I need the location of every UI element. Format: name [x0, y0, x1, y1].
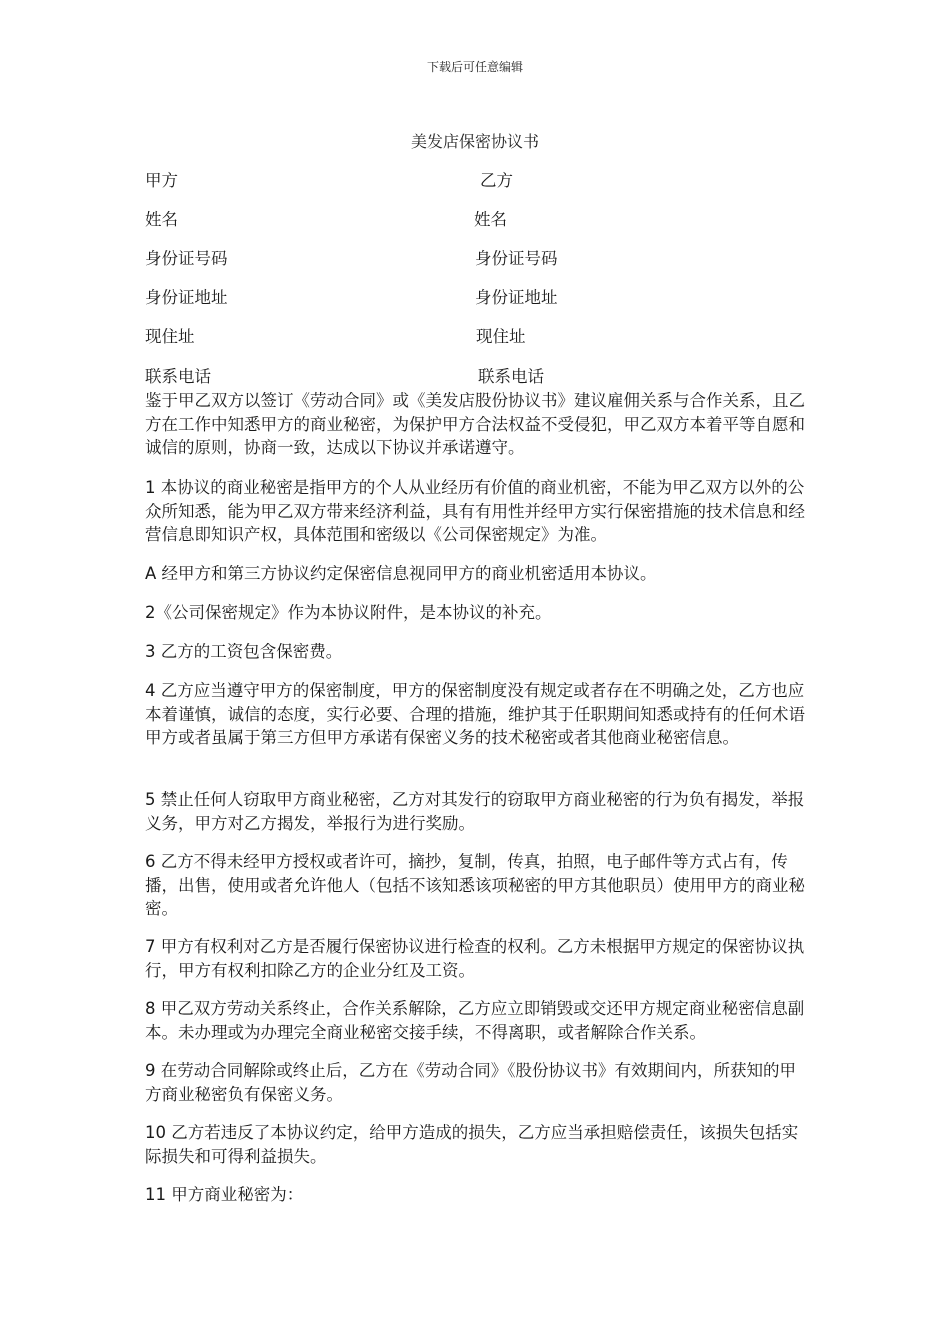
clause-11-paragraph: 11 甲方商业秘密为：: [145, 1185, 304, 1204]
party-a-name-label: 姓名: [145, 210, 178, 229]
clause-8-paragraph: 8 甲乙双方劳动关系终止，合作关系解除，乙方应立即销毁或交还甲方规定商业秘密信息副本。未办理或为办理完全商业秘密交接手续，不得离职，或者解除合作关系。: [145, 999, 805, 1042]
party-row-name: [0, 206, 950, 230]
party-row-id-number: [0, 245, 950, 269]
clause-1-paragraph: 1 本协议的商业秘密是指甲方的个人从业经历有价值的商业机密，不能为甲乙双方以外的公众所知悉，能为甲乙双方带来经济利益，具有有用性并经甲方实行保密措施的技术信息和经营信息即知识产权，具体范围和密级以《公司保密规定》为准。: [145, 478, 805, 544]
clause-a-paragraph: A 经甲方和第三方协议约定保密信息视同甲方的商业机密适用本协议。: [145, 564, 657, 583]
party-b-id-address-label: 身份证地址: [475, 288, 558, 307]
clause-2-paragraph: 2《公司保密规定》作为本协议附件，是本协议的补充。: [145, 603, 552, 622]
clause-7-paragraph: 7 甲方有权利对乙方是否履行保密协议进行检查的权利。乙方未根据甲方规定的保密协议执行，甲方有权利扣除乙方的企业分红及工资。: [145, 937, 805, 980]
clause-10-paragraph: 10 乙方若违反了本协议约定，给甲方造成的损失，乙方应当承担赔偿责任，该损失包括实际损失和可得利益损失。: [145, 1123, 799, 1166]
party-a-id-address-label: 身份证地址: [145, 288, 228, 307]
party-row-header: [0, 167, 950, 191]
party-row-id-address: [0, 284, 950, 308]
party-b-label: 乙方: [480, 171, 513, 190]
party-a-id-number-label: 身份证号码: [145, 249, 228, 268]
clause-4-paragraph: 4 乙方应当遵守甲方的保密制度，甲方的保密制度没有规定或者存在不明确之处，乙方也应本着谨慎，诚信的态度，实行必要、合理的措施，维护其于任职期间知悉或持有的任何术语甲方或者虽属于第三方但甲方承诺有保密义务的技术秘密或者其他商业秘密信息。: [145, 681, 805, 747]
party-b-name-label: 姓名: [474, 210, 507, 229]
party-b-id-number-label: 身份证号码: [475, 249, 558, 268]
party-row-current-address: [0, 323, 950, 347]
party-a-label: 甲方: [145, 171, 178, 190]
clause-6-paragraph: 6 乙方不得未经甲方授权或者许可，摘抄，复制，传真，拍照，电子邮件等方式占有，传播，出售，使用或者允许他人（包括不该知悉该项秘密的甲方其他职员）使用甲方的商业秘密。: [145, 852, 805, 918]
preamble-paragraph: 鉴于甲乙双方以签订《劳动合同》或《美发店股份协议书》建议雇佣关系与合作关系，且乙方在工作中知悉甲方的商业秘密，为保护甲方合法权益不受侵犯，甲乙双方本着平等自愿和诚信的原则，协商一致，达成以下协议并承诺遵守。: [145, 391, 805, 457]
party-row-phone: [0, 363, 950, 387]
party-b-phone-label: 联系电话: [478, 367, 544, 386]
party-a-current-address-label: 现住址: [145, 327, 195, 346]
header-note: 下载后可任意编辑: [426, 60, 523, 74]
document-title: 美发店保密协议书: [410, 132, 539, 151]
party-b-current-address-label: 现住址: [476, 327, 526, 346]
party-a-phone-label: 联系电话: [145, 367, 211, 386]
clause-9-paragraph: 9 在劳动合同解除或终止后，乙方在《劳动合同》《股份协议书》有效期间内，所获知的甲方商业秘密负有保密义务。: [145, 1061, 796, 1104]
clause-5-paragraph: 5 禁止任何人窃取甲方商业秘密，乙方对其发行的窃取甲方商业秘密的行为负有揭发，举报义务，甲方对乙方揭发，举报行为进行奖励。: [145, 790, 805, 833]
clause-3-paragraph: 3 乙方的工资包含保密费。: [145, 642, 343, 661]
